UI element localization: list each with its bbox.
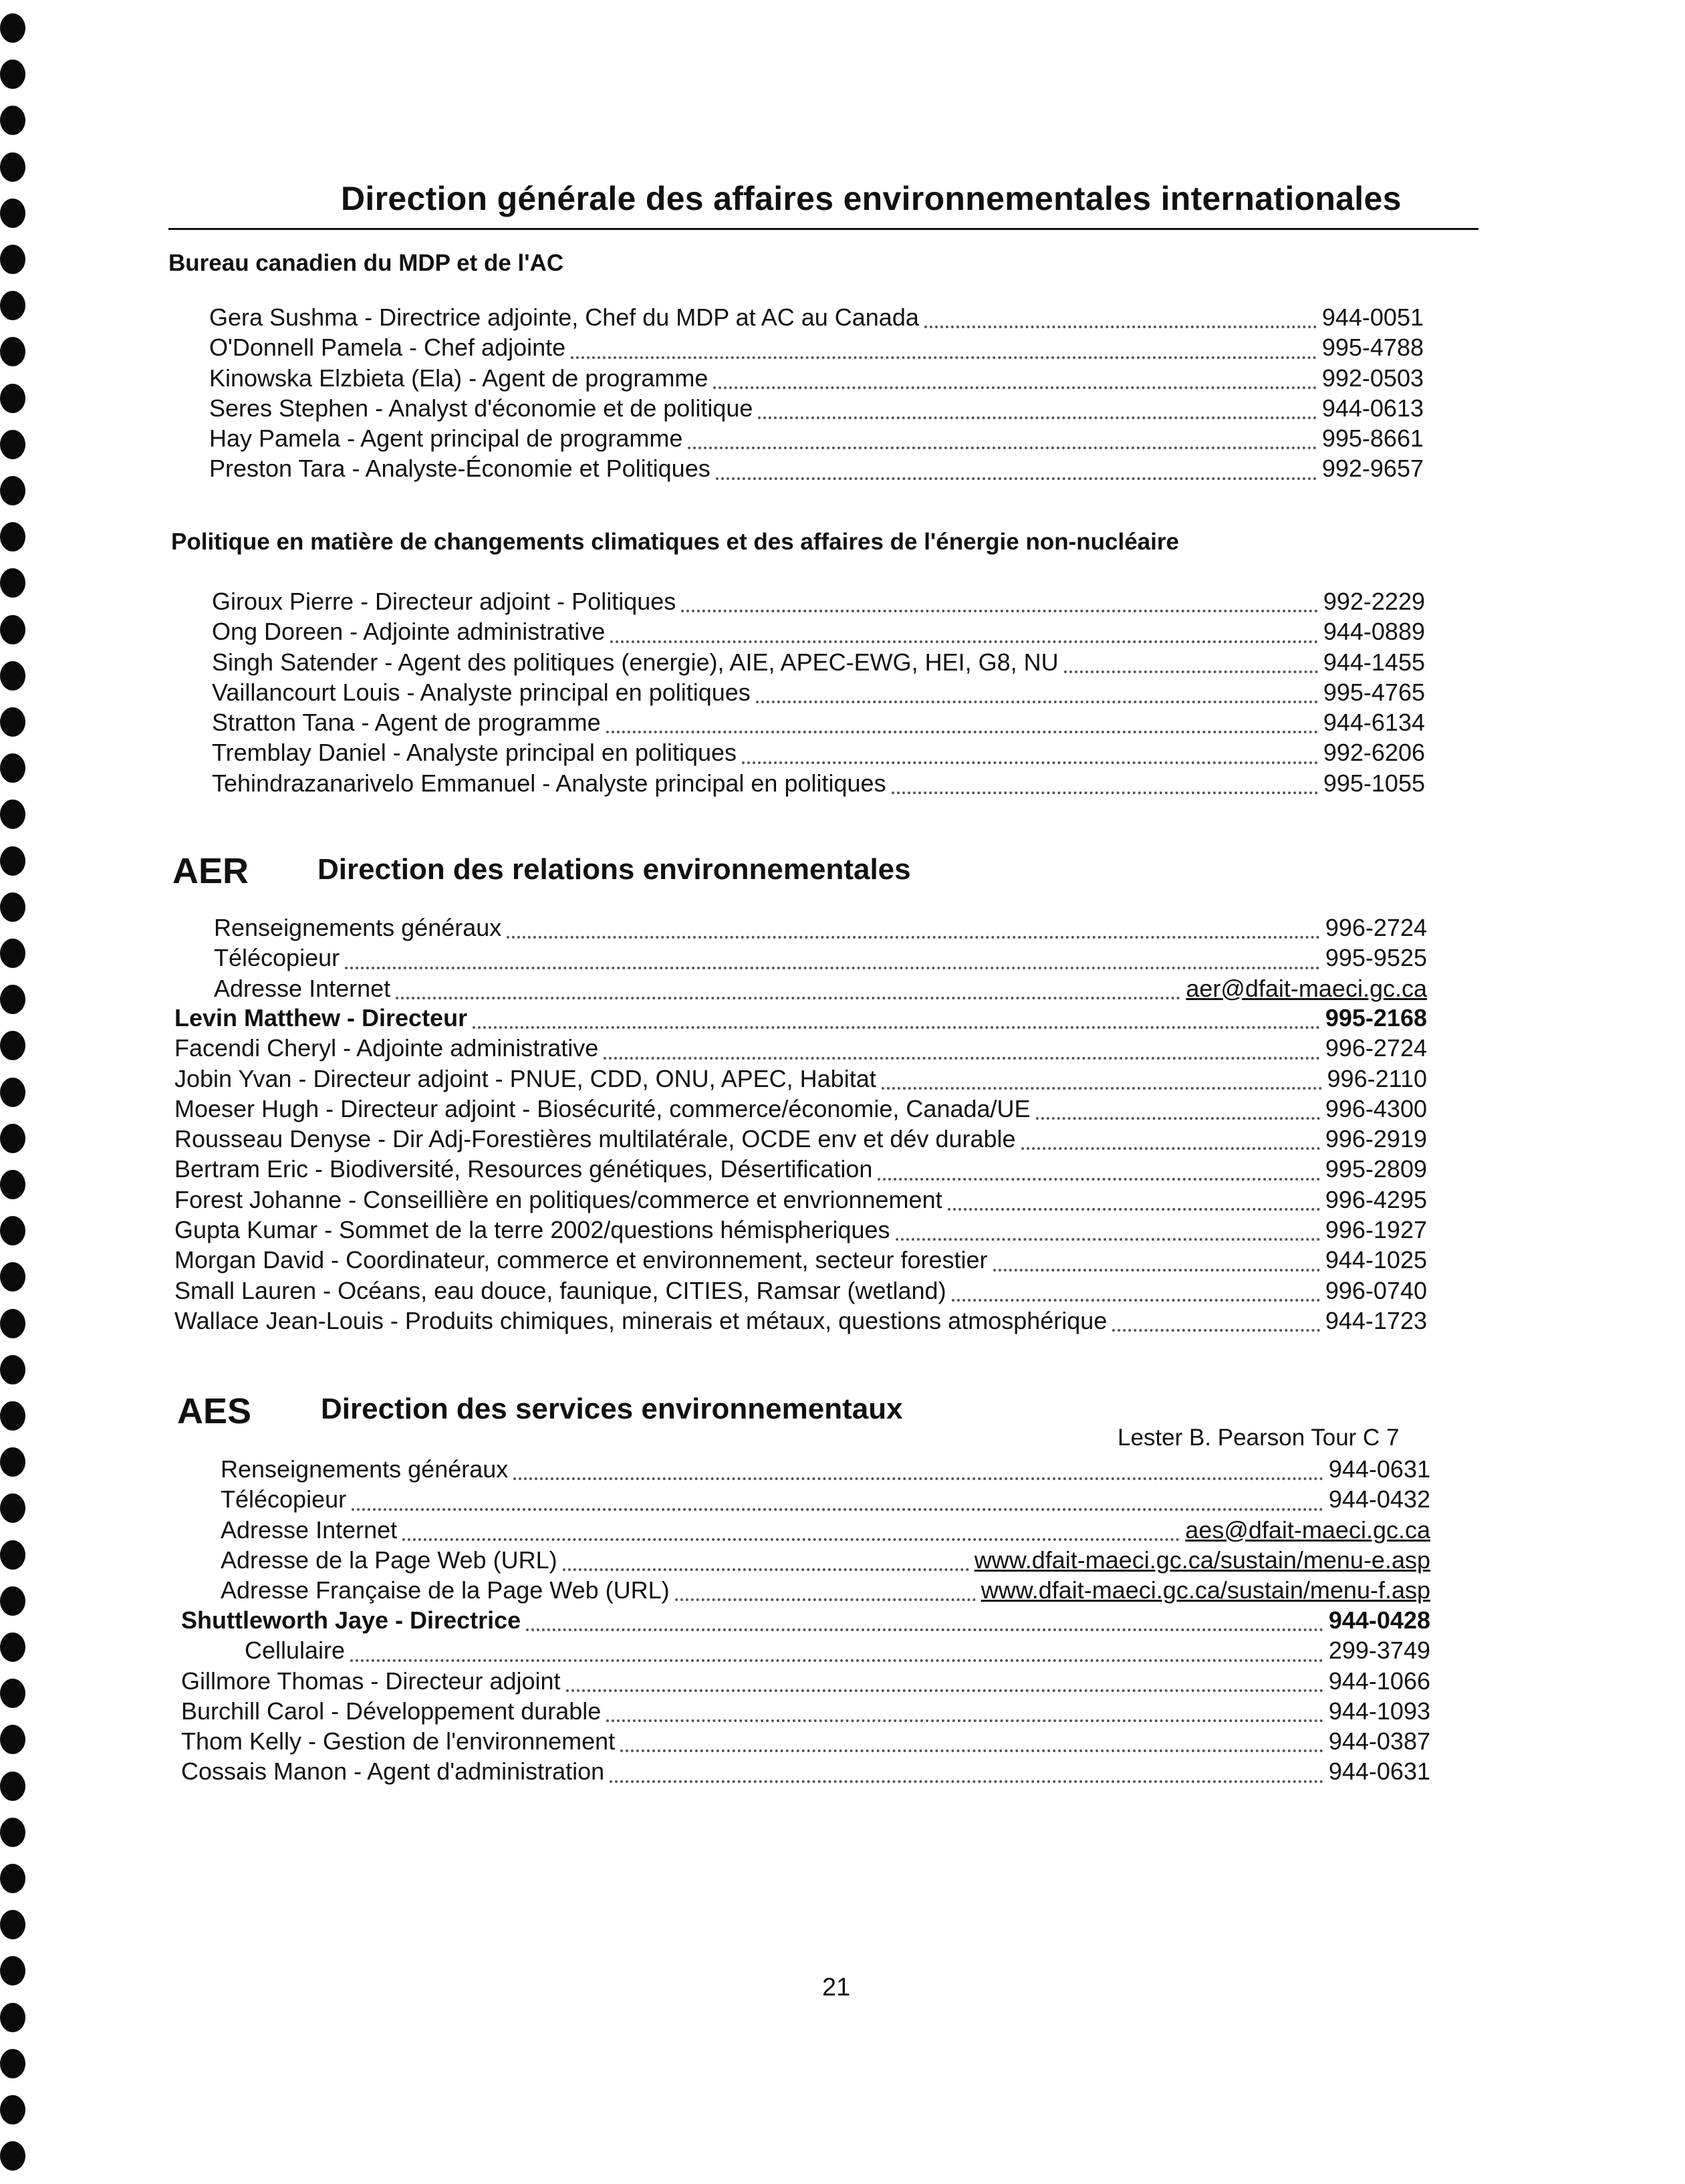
directory-entry	[181, 1666, 1430, 1696]
entry-label: Forest Johanne - Conseillière en politiques/commerce et envrionnement	[174, 1185, 942, 1213]
entry-label: Adresse de la Page Web (URL)	[221, 1546, 557, 1574]
entry-phone: 996-4295	[1325, 1185, 1427, 1213]
entry-label: Télécopieur	[214, 944, 340, 972]
binding-hole	[0, 1586, 25, 1616]
dot-leader	[610, 640, 1318, 643]
directory-entry	[221, 1545, 1430, 1575]
entry-label: Adresse Internet	[214, 974, 391, 1002]
dot-leader	[688, 447, 1317, 449]
dot-leader	[713, 386, 1317, 389]
directory-entry	[212, 737, 1425, 767]
entry-phone: 992-9657	[1321, 455, 1424, 483]
entry-label: Hay Pamela - Agent principal de programme	[209, 424, 683, 453]
entry-label: Gillmore Thomas - Directeur adjoint	[181, 1667, 561, 1695]
entry-phone: 944-1455	[1323, 648, 1425, 676]
entry-phone: 995-2809	[1325, 1155, 1427, 1183]
dot-leader	[526, 1628, 1323, 1631]
dot-leader	[620, 1749, 1323, 1752]
entry-phone: 992-2229	[1323, 588, 1425, 615]
section-list-politique-climat	[212, 586, 1425, 798]
entry-phone: 944-0889	[1323, 618, 1425, 646]
dot-leader	[756, 701, 1318, 703]
entry-label: Gupta Kumar - Sommet de la terre 2002/questions hémispheriques	[174, 1216, 890, 1244]
entry-phone: 995-8661	[1321, 424, 1424, 453]
dot-leader	[566, 1689, 1323, 1692]
entry-label: Giroux Pierre - Directeur adjoint - Politiques	[212, 588, 676, 615]
direction-title-aer: Direction des relations environnementales	[317, 853, 911, 886]
entry-label: Small Lauren - Océans, eau douce, faunique, CITIES, Ramsar (wetland)	[174, 1276, 946, 1304]
entry-label: Kinowska Elzbieta (Ela) - Agent de programme	[209, 364, 708, 392]
dot-leader	[716, 477, 1317, 480]
entry-label: Rousseau Denyse - Dir Adj-Forestières multilatérale, OCDE env et dév durable	[174, 1125, 1016, 1153]
dot-leader	[952, 1299, 1320, 1302]
entry-phone: 944-0432	[1328, 1485, 1430, 1513]
directory-entry	[209, 393, 1424, 423]
dot-leader	[345, 967, 1320, 969]
entry-label: Preston Tara - Analyste-Économie et Politiques	[209, 455, 710, 483]
directory-entry	[209, 453, 1424, 483]
binding-hole	[0, 2003, 25, 2032]
directory-entry	[174, 1245, 1427, 1275]
entry-phone: 996-0740	[1325, 1276, 1427, 1304]
binding-hole	[0, 1031, 25, 1060]
binding-hole	[0, 1355, 25, 1384]
directory-entry	[174, 1215, 1427, 1245]
directory-entry	[209, 302, 1424, 332]
dot-leader	[513, 1477, 1323, 1480]
entry-phone: 944-1025	[1325, 1246, 1427, 1274]
entry-phone: 996-2724	[1325, 1034, 1427, 1062]
entry-phone: 944-0387	[1328, 1727, 1430, 1755]
section-heading-politique-climat: Politique en matière de changements climatiques et des affaires de l'énergie non-nucléaire	[171, 529, 1179, 555]
directory-entry	[212, 768, 1425, 798]
entry-label: Wallace Jean-Louis - Produits chimiques, minerais et métaux, questions atmosphérique	[174, 1306, 1108, 1334]
directory-entry	[174, 1154, 1427, 1184]
entry-label: Télécopieur	[221, 1485, 347, 1513]
entry-phone: 944-0631	[1328, 1757, 1430, 1786]
dot-leader	[742, 761, 1318, 764]
directory-entry	[174, 1276, 1427, 1306]
dot-leader	[675, 1598, 976, 1601]
directory-entry	[174, 1185, 1427, 1215]
binding-hole	[0, 1864, 25, 1893]
entry-label: Tehindrazanarivelo Emmanuel - Analyste principal en politiques	[212, 769, 886, 797]
entry-phone: 996-2919	[1325, 1125, 1427, 1153]
entry-label: Jobin Yvan - Directeur adjoint - PNUE, CDD, ONU, APEC, Habitat	[174, 1064, 876, 1092]
entry-label: Singh Satender - Agent des politiques (energie), AIE, APEC-EWG, HEI, G8, NU	[212, 648, 1059, 676]
binding-hole	[0, 2049, 25, 2078]
directory-entry	[214, 943, 1427, 973]
entry-label: Tremblay Daniel - Analyste principal en politiques	[212, 739, 737, 767]
binding-hole	[0, 800, 25, 829]
entry-label: Adresse Française de la Page Web (URL)	[221, 1576, 670, 1604]
dot-leader	[571, 356, 1317, 359]
binding-hole	[0, 615, 25, 644]
entry-phone: 995-4788	[1321, 334, 1424, 362]
directory-entry	[212, 647, 1425, 677]
directory-entry	[212, 616, 1425, 646]
directory-entry	[174, 1306, 1427, 1336]
directory-entry	[181, 1605, 1430, 1635]
dot-leader	[396, 997, 1180, 999]
dot-leader	[882, 1087, 1322, 1090]
aes-general-list	[221, 1454, 1430, 1605]
binding-hole	[0, 106, 25, 135]
entry-phone: 944-0613	[1321, 394, 1424, 422]
dot-leader	[681, 610, 1318, 612]
binding-hole	[0, 522, 25, 552]
dot-leader	[402, 1538, 1180, 1541]
binding-hole	[0, 1540, 25, 1570]
entry-phone: 995-9525	[1325, 944, 1427, 972]
dot-leader	[606, 1719, 1323, 1722]
entry-link[interactable]: aer@dfait-maeci.gc.ca	[1186, 974, 1427, 1002]
binding-hole	[0, 430, 25, 459]
dot-leader	[1021, 1147, 1320, 1150]
entry-label: Facendi Cheryl - Adjointe administrative	[174, 1034, 599, 1062]
binding-hole	[0, 661, 25, 691]
directory-entry	[212, 586, 1425, 616]
directory-entry	[181, 1726, 1430, 1756]
page-title: Direction générale des affaires environnementales internationales	[341, 180, 1402, 217]
directory-entry	[212, 677, 1425, 707]
binding-hole	[0, 939, 25, 968]
entry-phone: 944-0428	[1328, 1606, 1430, 1634]
binding-hole	[0, 245, 25, 274]
binding-hole	[0, 152, 25, 182]
dot-leader	[473, 1026, 1320, 1029]
entry-phone: 996-1927	[1325, 1216, 1427, 1244]
binding-hole	[0, 1679, 25, 1708]
directory-entry	[174, 1124, 1427, 1154]
dot-leader	[352, 1508, 1323, 1511]
binding-hole	[0, 846, 25, 876]
entry-phone: 992-0503	[1321, 364, 1424, 392]
aer-staff-list	[174, 1003, 1427, 1336]
entry-phone: 299-3749	[1328, 1636, 1430, 1665]
entry-label: Seres Stephen - Analyst d'économie et de politique	[209, 394, 753, 422]
binding-hole	[0, 1910, 25, 1939]
entry-phone: 995-4765	[1323, 678, 1425, 706]
dot-leader	[1036, 1117, 1320, 1120]
direction-code-aes: AES	[177, 1391, 252, 1431]
binding-hole	[0, 1309, 25, 1338]
dot-leader	[948, 1208, 1320, 1211]
binding-hole	[0, 1447, 25, 1477]
binding-hole	[0, 1078, 25, 1107]
entry-label: O'Donnell Pamela - Chef adjointe	[209, 334, 566, 362]
binding-hole	[0, 1216, 25, 1245]
dot-leader	[896, 1238, 1320, 1241]
dot-leader	[563, 1568, 969, 1571]
binding-hole	[0, 337, 25, 366]
entry-label: Moeser Hugh - Directeur adjoint - Biosécurité, commerce/économie, Canada/UE	[174, 1094, 1031, 1122]
directory-entry	[174, 1064, 1427, 1094]
entry-label: Thom Kelly - Gestion de l'environnement	[181, 1727, 616, 1755]
directory-entry	[181, 1635, 1430, 1665]
directory-entry	[174, 1003, 1427, 1033]
dot-leader	[1064, 671, 1318, 673]
binding-hole	[0, 985, 25, 1014]
entry-phone: 944-6134	[1323, 709, 1425, 737]
entry-label: Renseignements généraux	[221, 1455, 509, 1483]
dot-leader	[758, 416, 1316, 419]
binding-hole	[0, 1262, 25, 1292]
directory-entry	[209, 423, 1424, 453]
dot-leader	[507, 936, 1320, 939]
entry-label: Adresse Internet	[221, 1515, 398, 1544]
entry-link[interactable]: aes@dfait-maeci.gc.ca	[1185, 1515, 1430, 1544]
directory-entry	[181, 1756, 1430, 1786]
dot-leader	[892, 792, 1318, 794]
dot-leader	[350, 1659, 1323, 1662]
entry-label: Ong Doreen - Adjointe administrative	[212, 618, 606, 646]
dot-leader	[878, 1178, 1319, 1181]
binding-hole	[0, 199, 25, 228]
entry-label: Burchill Carol - Développement durable	[181, 1697, 602, 1725]
entry-label: Shuttleworth Jaye - Directrice	[181, 1606, 521, 1634]
entry-label: Bertram Eric - Biodiversité, Resources génétiques, Désertification	[174, 1155, 873, 1183]
entry-phone: 944-0051	[1321, 304, 1424, 331]
entry-phone: 996-4300	[1325, 1094, 1427, 1122]
directory-entry	[221, 1575, 1430, 1605]
directory-entry	[212, 707, 1425, 737]
directory-entry	[214, 913, 1427, 943]
entry-phone: 996-2724	[1325, 914, 1427, 941]
entry-label: Renseignements généraux	[214, 914, 502, 941]
binding-hole	[0, 1632, 25, 1662]
directory-entry	[209, 332, 1424, 362]
dot-leader	[1112, 1329, 1320, 1332]
dot-leader	[606, 731, 1318, 733]
directory-entry	[174, 1094, 1427, 1124]
binding-hole	[0, 13, 25, 43]
aer-general-list	[214, 913, 1427, 1003]
direction-code-aer: AER	[172, 851, 249, 891]
directory-entry	[221, 1454, 1430, 1484]
directory-entry	[221, 1484, 1430, 1514]
binding-hole	[0, 476, 25, 505]
entry-phone: 995-1055	[1323, 769, 1425, 797]
binding-hole	[0, 59, 25, 89]
binding-hole	[0, 291, 25, 320]
aes-staff-list	[181, 1605, 1430, 1787]
entry-phone: 944-1093	[1328, 1697, 1430, 1725]
entry-label: Vaillancourt Louis - Analyste principal en politiques	[212, 678, 751, 706]
binding-hole	[0, 568, 25, 598]
entry-link[interactable]: www.dfait-maeci.gc.ca/sustain/menu-e.asp	[974, 1546, 1430, 1574]
entry-label: Stratton Tana - Agent de programme	[212, 709, 601, 737]
page-number: 21	[822, 1973, 851, 2001]
direction-title-aes: Direction des services environnementaux	[321, 1392, 903, 1425]
dot-leader	[604, 1057, 1320, 1060]
directory-entry	[181, 1696, 1430, 1726]
binding-hole	[0, 707, 25, 737]
binding-hole	[0, 2095, 25, 2125]
aes-location: Lester B. Pearson Tour C 7	[1118, 1425, 1400, 1451]
entry-phone: 996-2110	[1327, 1064, 1427, 1092]
entry-phone: 944-1066	[1328, 1667, 1430, 1695]
binding-hole	[0, 753, 25, 783]
section-heading-bureau-mdp: Bureau canadien du MDP et de l'AC	[168, 250, 564, 276]
binding-hole	[0, 1772, 25, 1801]
binding-hole	[0, 2141, 25, 2171]
binding-hole	[0, 1818, 25, 1847]
title-rule	[168, 228, 1478, 230]
entry-label: Gera Sushma - Directrice adjointe, Chef du MDP at AC au Canada	[209, 304, 919, 331]
entry-label: Morgan David - Coordinateur, commerce et environnement, secteur forestier	[174, 1246, 988, 1274]
binding-hole	[0, 1401, 25, 1431]
binding-holes	[0, 0, 27, 2184]
entry-link[interactable]: www.dfait-maeci.gc.ca/sustain/menu-f.asp	[981, 1576, 1430, 1604]
binding-hole	[0, 1725, 25, 1754]
entry-phone: 995-2168	[1325, 1004, 1427, 1032]
entry-label: Levin Matthew - Directeur	[174, 1004, 468, 1032]
entry-label: Cossais Manon - Agent d'administration	[181, 1757, 605, 1786]
directory-entry	[221, 1515, 1430, 1545]
binding-hole	[0, 1170, 25, 1199]
dot-leader	[610, 1780, 1323, 1783]
binding-hole	[0, 384, 25, 413]
binding-hole	[0, 1124, 25, 1153]
binding-hole	[0, 892, 25, 922]
binding-hole	[0, 1956, 25, 1985]
directory-entry	[214, 973, 1427, 1003]
directory-entry	[174, 1033, 1427, 1063]
section-list-bureau-mdp	[209, 302, 1424, 484]
entry-phone: 944-0631	[1328, 1455, 1430, 1483]
binding-hole	[0, 1493, 25, 1523]
dot-leader	[924, 326, 1317, 328]
entry-phone: 944-1723	[1325, 1306, 1427, 1334]
entry-label: Cellulaire	[245, 1636, 346, 1665]
entry-phone: 992-6206	[1323, 739, 1425, 767]
dot-leader	[993, 1269, 1320, 1271]
directory-entry	[209, 363, 1424, 393]
